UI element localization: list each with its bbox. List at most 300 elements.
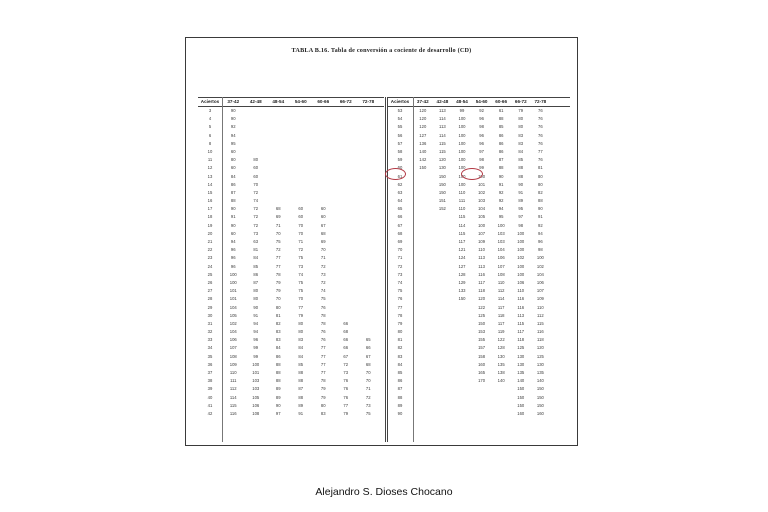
cd-cell [413,230,433,238]
cd-cell [413,344,433,352]
cd-cell: 71 [320,255,326,261]
cd-cell: 90 [230,206,236,212]
aciertos-cell: 88 [397,394,403,400]
cd-cell: 117 [497,320,505,326]
cd-cell: 107 [229,345,237,351]
cd-cell [357,115,380,123]
cd-cell: 75 [298,255,304,261]
aciertos-cell: 74 [397,279,403,285]
cd-cell [433,361,453,369]
cd-cell [335,148,358,156]
cd-cell: 104 [229,329,237,335]
cd-cell: 130 [438,165,446,171]
cd-cell: 77 [538,148,543,154]
cd-cell [267,156,290,164]
cd-cell: 74 [320,288,326,294]
cd-cell: 112 [497,288,505,294]
cd-cell [335,156,358,164]
cd-cell: 88 [538,198,543,204]
aciertos-cell: 33 [207,337,213,343]
table-row [387,123,570,131]
cd-cell [357,304,380,312]
aciertos-cell: 38 [207,378,213,384]
cd-cell [433,304,453,312]
aciertos-cell: 85 [397,370,403,375]
cd-cell: 100 [517,230,525,236]
cd-cell: 112 [229,386,237,392]
cd-cell [312,148,335,156]
cd-cell [413,238,433,246]
cd-cell: 88 [298,378,304,384]
cd-cell: 72 [253,222,259,228]
cd-cell [312,173,335,181]
aciertos-cell: 5 [208,124,212,130]
cd-cell [433,385,453,393]
cd-cell: 109 [536,296,544,302]
cd-cell [312,156,335,164]
cd-cell: 96 [230,255,236,261]
cd-cell: 85 [253,263,259,269]
aciertos-cell: 87 [397,386,403,392]
cd-cell: 82 [275,320,281,326]
cd-cell: 110 [478,247,485,253]
cd-cell: 118 [497,312,505,318]
table-row [387,271,570,279]
cd-cell [413,361,433,369]
cd-cell [433,263,453,271]
aciertos-cell: 31 [207,320,213,326]
aciertos-cell: 34 [207,345,213,351]
aciertos-cell: 81 [397,337,403,343]
cd-cell [357,246,380,254]
cd-cell [413,304,433,312]
cd-cell: 90 [253,304,259,310]
cd-cell: 90 [275,402,281,408]
cd-cell: 118 [537,337,544,343]
table-row [198,173,384,181]
cd-cell [452,344,472,352]
cd-cell: 60 [298,206,304,212]
cd-cell: 128 [497,345,505,351]
cd-cell [413,320,433,328]
cd-cell: 68 [320,230,326,236]
cd-cell [357,148,380,156]
cd-cell: 158 [478,353,486,359]
column-header: 66-72 [514,99,527,104]
cd-cell [335,287,358,295]
cd-cell [245,148,268,156]
cd-cell [312,197,335,205]
cd-cell: 150 [517,394,525,400]
aciertos-cell: 32 [207,329,213,335]
cd-cell [312,115,335,123]
aciertos-cell: 67 [397,222,403,228]
cd-cell: 68 [365,361,371,367]
cd-cell: 109 [229,361,237,367]
cd-cell: 103 [478,198,486,204]
cd-cell [335,140,358,148]
cd-cell: 157 [478,345,486,351]
cd-cell: 117 [458,239,466,244]
aciertos-cell: 69 [397,239,403,244]
cd-cell: 160 [478,361,486,367]
cd-cell: 140 [536,378,544,384]
cd-cell: 83 [298,337,304,343]
cd-cell [357,230,380,238]
aciertos-cell: 25 [207,271,213,277]
cd-cell: 140 [419,148,427,154]
table-row [387,377,570,385]
aciertos-cell: 58 [397,148,403,154]
cd-cell [267,181,290,189]
cd-cell: 78 [320,378,326,384]
annotation-circle-value [461,168,483,180]
cd-cell: 88 [518,173,524,179]
cd-cell [357,279,380,287]
cd-cell: 120 [419,124,427,130]
cd-cell [413,402,433,410]
cd-cell: 73 [253,230,259,236]
aciertos-cell: 89 [397,402,403,408]
cd-cell: 71 [365,386,371,392]
cd-cell: 60 [320,206,326,212]
cd-cell [452,394,472,402]
aciertos-cell: 23 [207,255,213,261]
cd-cell [413,263,433,271]
cd-cell: 108 [252,410,260,416]
column-divider [413,97,414,442]
cd-cell: 150 [517,386,525,392]
cd-cell: 153 [478,329,486,335]
cd-cell [290,181,313,189]
aciertos-cell: 39 [207,386,213,392]
cd-cell: 151 [438,198,446,204]
cd-cell: 70 [298,222,304,228]
cd-cell: 90 [498,173,504,179]
cd-cell [357,164,380,172]
cd-cell: 115 [439,140,446,146]
cd-cell: 60 [253,173,259,179]
cd-cell: 120 [536,345,544,351]
cd-cell: 77 [298,304,304,310]
cd-cell: 77 [320,361,326,367]
cd-cell [413,336,433,344]
table-row [387,369,570,377]
cd-cell: 68 [343,329,349,335]
cd-cell [433,377,453,385]
cd-cell: 79 [298,312,304,318]
cd-cell [357,222,380,230]
aciertos-cell: 37 [207,370,213,375]
cd-cell: 130 [536,361,544,367]
cd-cell: 103 [497,230,505,236]
table-row [198,328,384,336]
cd-cell [335,115,358,123]
aciertos-cell: 73 [397,271,403,277]
cd-cell: 88 [518,165,524,171]
cd-cell: 80 [538,181,543,187]
cd-cell [357,189,380,197]
cd-cell: 83 [320,410,326,416]
column-header: 42-48 [436,99,449,104]
cd-cell: 73 [343,370,349,375]
table-header-left [198,97,384,107]
table-row [198,213,384,221]
cd-cell: 70 [320,247,326,253]
cd-cell [433,254,453,262]
cd-cell: 135 [497,361,505,367]
cd-cell: 89 [298,402,304,408]
cd-cell: 107 [497,263,505,269]
cd-cell [413,369,433,377]
cd-cell [335,304,358,312]
cd-cell: 101 [478,181,486,187]
column-header: 48-54 [272,99,285,104]
cd-cell: 102 [517,255,525,261]
cd-cell [357,287,380,295]
cd-cell: 127 [458,263,466,269]
cd-cell: 91 [230,214,236,220]
table-row [198,385,384,393]
table-row [198,246,384,254]
cd-cell [335,205,358,213]
cd-cell [357,173,380,181]
table-row [198,344,384,352]
cd-cell: 105 [252,394,260,400]
column-divider [222,97,223,442]
cd-cell: 80 [275,304,281,310]
cd-cell: 70 [365,370,371,375]
cd-cell: 98 [538,247,543,253]
cd-cell: 66 [343,320,349,326]
aciertos-cell: 55 [397,124,403,130]
cd-cell: 94 [230,239,236,244]
cd-cell: 82 [538,189,543,195]
cd-cell [312,189,335,197]
cd-cell: 130 [497,353,505,359]
cd-cell [290,173,313,181]
table-row [387,410,570,418]
cd-cell: 100 [458,132,466,138]
aciertos-cell: 71 [397,255,403,261]
cd-cell: 75 [298,288,304,294]
aciertos-cell: 18 [207,214,213,220]
cd-cell: 106 [252,402,260,408]
cd-cell: 88 [275,370,281,375]
table-row [387,197,570,205]
cd-cell [357,107,380,115]
cd-cell: 100 [458,116,466,122]
table-row [198,271,384,279]
cd-cell: 72 [320,263,326,269]
cd-cell: 96 [253,337,259,343]
table-row [198,353,384,361]
cd-cell [357,328,380,336]
cd-cell [335,230,358,238]
column-header: 54-60 [294,99,307,104]
aciertos-cell: 42 [207,410,213,416]
table-row [198,132,384,140]
cd-cell [413,377,433,385]
table-row [198,279,384,287]
cd-cell [267,115,290,123]
cd-cell [290,140,313,148]
cd-cell: 117 [517,329,525,335]
cd-cell [335,271,358,279]
cd-cell: 60 [253,165,259,171]
cd-cell: 110 [458,206,466,212]
cd-cell [433,394,453,402]
cd-cell: 109 [478,239,486,244]
cd-cell [290,115,313,123]
cd-cell: 100 [458,157,466,163]
cd-cell: 160 [536,410,544,416]
cd-cell: 92 [230,124,236,130]
cd-cell: 101 [229,296,237,302]
author-caption: Alejandro S. Dioses Chocano [315,486,453,498]
table-row [198,140,384,148]
cd-cell [267,107,290,115]
cd-cell: 73 [320,271,326,277]
cd-cell: 60 [230,165,236,171]
cd-cell [357,320,380,328]
aciertos-cell: 66 [397,214,403,220]
cd-cell [433,271,453,279]
cd-cell: 90 [538,206,543,212]
cd-cell [267,173,290,181]
cd-cell [357,271,380,279]
cd-cell [433,344,453,352]
cd-cell: 100 [497,222,505,228]
cd-cell: 100 [458,181,466,187]
cd-cell: 66 [343,345,349,351]
cd-cell: 108 [229,353,237,359]
aciertos-cell: 76 [397,296,403,302]
cd-cell: 72 [343,361,349,367]
cd-cell: 76 [343,394,349,400]
cd-cell: 142 [419,157,427,163]
cd-cell [433,312,453,320]
conversion-table [198,97,570,442]
cd-cell [413,173,433,181]
cd-cell [290,189,313,197]
cd-cell: 89 [275,386,281,392]
aciertos-cell: 12 [207,165,213,171]
table-header-right [387,97,570,107]
cd-cell: 104 [536,271,544,277]
cd-cell: 66 [365,345,371,351]
cd-cell: 79 [275,288,281,294]
table-row [387,263,570,271]
cd-cell: 98 [518,222,524,228]
cd-cell [335,197,358,205]
cd-cell: 150 [536,402,544,408]
aciertos-cell: 26 [207,279,213,285]
cd-cell: 136 [419,140,427,146]
cd-cell [312,140,335,148]
aciertos-cell: 84 [397,361,403,367]
cd-cell [290,123,313,131]
cd-cell: 80 [253,288,259,294]
cd-cell: 95 [498,214,504,220]
cd-cell: 80 [538,173,543,179]
cd-cell [335,164,358,172]
cd-cell: 103 [252,378,260,384]
cd-cell: 100 [517,239,525,244]
cd-cell: 120 [438,157,446,163]
cd-cell [335,123,358,131]
cd-cell: 130 [517,353,525,359]
table-row [198,222,384,230]
cd-cell: 128 [458,271,466,277]
aciertos-cell: 3 [208,108,212,113]
cd-cell [472,410,492,418]
cd-cell: 135 [536,370,544,375]
aciertos-cell: 16 [207,198,213,204]
table-row [198,181,384,189]
aciertos-cell: 30 [207,312,213,318]
table-row [198,238,384,246]
cd-cell: 67 [365,353,371,359]
cd-cell [433,328,453,336]
cd-cell [335,246,358,254]
table-row [387,344,570,352]
cd-cell: 99 [459,108,465,113]
cd-cell: 72 [253,214,259,220]
cd-cell: 101 [252,370,260,375]
cd-cell: 125 [536,353,544,359]
cd-cell: 96 [230,263,236,269]
cd-cell [413,246,433,254]
cd-cell: 122 [478,304,486,310]
table-row [387,246,570,254]
aciertos-cell: 22 [207,247,213,253]
cd-cell: 79 [518,108,524,113]
cd-cell: 88 [298,370,304,375]
cd-cell [413,328,433,336]
cd-cell: 79 [320,386,326,392]
cd-cell [472,394,492,402]
table-row [198,107,384,115]
cd-cell: 80 [253,296,259,302]
cd-cell: 125 [478,312,486,318]
cd-cell: 106 [536,279,544,285]
cd-cell: 70 [275,296,281,302]
table-row [387,295,570,303]
cd-cell [267,140,290,148]
cd-cell: 61 [498,108,504,113]
cd-cell: 116 [517,296,525,302]
cd-cell: 116 [537,329,544,335]
cd-cell: 72 [365,394,371,400]
cd-cell: 98 [479,157,484,163]
cd-cell: 67 [320,222,326,228]
aciertos-cell: 17 [207,206,213,212]
cd-cell: 94 [498,206,504,212]
table-row [387,230,570,238]
cd-cell [433,238,453,246]
aciertos-cell: 68 [397,230,403,236]
cd-cell: 100 [458,140,466,146]
cd-cell: 111 [458,198,466,204]
cd-cell [357,263,380,271]
cd-cell [413,295,433,303]
cd-cell [452,328,472,336]
cd-cell: 120 [478,296,486,302]
cd-cell: 68 [275,206,281,212]
cd-cell: 100 [478,222,486,228]
cd-cell: 100 [229,279,237,285]
